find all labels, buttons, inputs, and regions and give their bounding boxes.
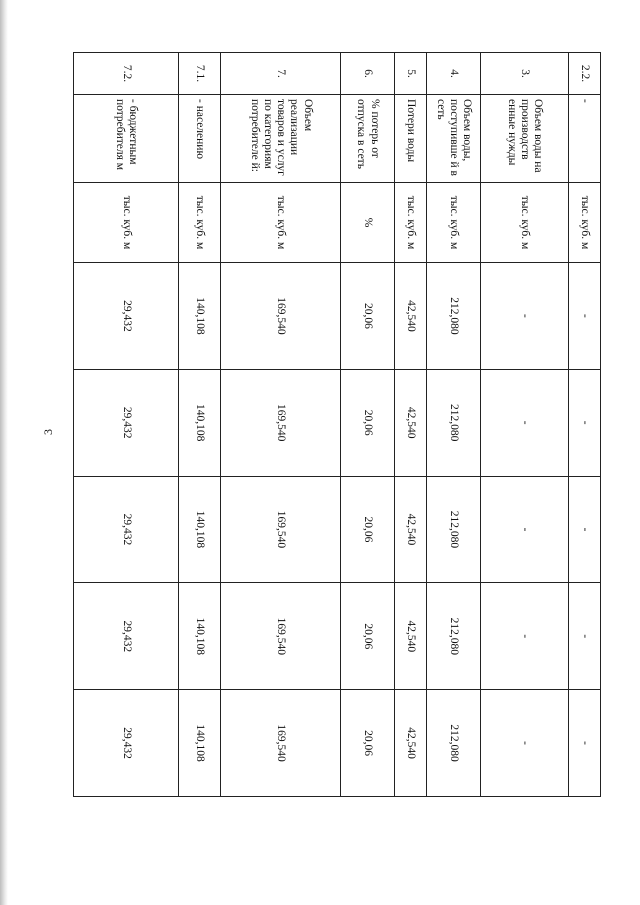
- value-cell: 42,540: [395, 369, 427, 476]
- value-cell: 20,06: [341, 476, 395, 583]
- value-cell: 20,06: [341, 263, 395, 370]
- value-cell: 212,080: [427, 369, 481, 476]
- table-row: [74, 53, 179, 797]
- table-row: [427, 53, 481, 797]
- value-cell: 169,540: [221, 690, 341, 797]
- value-cell: -: [569, 583, 601, 690]
- row-number: 7.2.: [74, 53, 179, 95]
- value-cell: -: [481, 690, 569, 797]
- row-name: % потерь от отпуска в сеть: [341, 95, 395, 183]
- value-cell: -: [481, 263, 569, 370]
- row-unit: тыс. куб. м: [569, 183, 601, 263]
- value-cell: 29,432: [74, 476, 179, 583]
- table-row: [481, 53, 569, 797]
- value-cell: 29,432: [74, 583, 179, 690]
- row-name: - населению: [179, 95, 221, 183]
- table-row: [221, 53, 341, 797]
- value-cell: 42,540: [395, 476, 427, 583]
- row-number: 2.2.: [569, 53, 601, 95]
- value-cell: 212,080: [427, 263, 481, 370]
- row-number: 5.: [395, 53, 427, 95]
- value-cell: 169,540: [221, 583, 341, 690]
- row-unit: %: [341, 183, 395, 263]
- value-cell: 212,080: [427, 583, 481, 690]
- value-cell: 212,080: [427, 690, 481, 797]
- value-cell: -: [569, 369, 601, 476]
- page-number: 3: [41, 429, 55, 435]
- table-area: [74, 52, 601, 796]
- value-cell: 42,540: [395, 583, 427, 690]
- row-unit: тыс. куб. м: [481, 183, 569, 263]
- value-cell: -: [481, 369, 569, 476]
- water-balance-table: [73, 52, 601, 797]
- value-cell: -: [569, 690, 601, 797]
- value-cell: 20,06: [341, 690, 395, 797]
- value-cell: -: [569, 263, 601, 370]
- table-row: [341, 53, 395, 797]
- value-cell: -: [481, 583, 569, 690]
- value-cell: 42,540: [395, 690, 427, 797]
- row-name: - бюджетным потребителя м: [74, 95, 179, 183]
- value-cell: 29,432: [74, 263, 179, 370]
- row-number: 6.: [341, 53, 395, 95]
- row-unit: тыс. куб. м: [74, 183, 179, 263]
- rotated-table-wrapper: [74, 52, 601, 796]
- row-unit: тыс. куб. м: [427, 183, 481, 263]
- row-name: Объем воды, поступивше й в сеть: [427, 95, 481, 183]
- row-unit: тыс. куб. м: [179, 183, 221, 263]
- scan-shadow-edge: [0, 0, 8, 905]
- row-name: Потери воды: [395, 95, 427, 183]
- value-cell: 140,108: [179, 369, 221, 476]
- table-row: [179, 53, 221, 797]
- value-cell: 140,108: [179, 690, 221, 797]
- row-number: 3.: [481, 53, 569, 95]
- row-number: 7.1.: [179, 53, 221, 95]
- value-cell: 20,06: [341, 583, 395, 690]
- value-cell: 169,540: [221, 476, 341, 583]
- row-unit: тыс. куб. м: [221, 183, 341, 263]
- table-row: [569, 53, 601, 797]
- value-cell: 42,540: [395, 263, 427, 370]
- value-cell: -: [569, 476, 601, 583]
- value-cell: 140,108: [179, 476, 221, 583]
- row-name: -: [569, 95, 601, 183]
- value-cell: 140,108: [179, 263, 221, 370]
- table-row: [395, 53, 427, 797]
- row-name: Объем реализации товаров и услуг по категориям потребителе й:: [221, 95, 341, 183]
- value-cell: 169,540: [221, 263, 341, 370]
- row-number: 4.: [427, 53, 481, 95]
- row-number: 7.: [221, 53, 341, 95]
- row-name: Объем воды на производств енные нужды: [481, 95, 569, 183]
- value-cell: 140,108: [179, 583, 221, 690]
- value-cell: 169,540: [221, 369, 341, 476]
- value-cell: -: [481, 476, 569, 583]
- value-cell: 29,432: [74, 369, 179, 476]
- value-cell: 20,06: [341, 369, 395, 476]
- value-cell: 29,432: [74, 690, 179, 797]
- row-unit: тыс. куб. м: [395, 183, 427, 263]
- value-cell: 212,080: [427, 476, 481, 583]
